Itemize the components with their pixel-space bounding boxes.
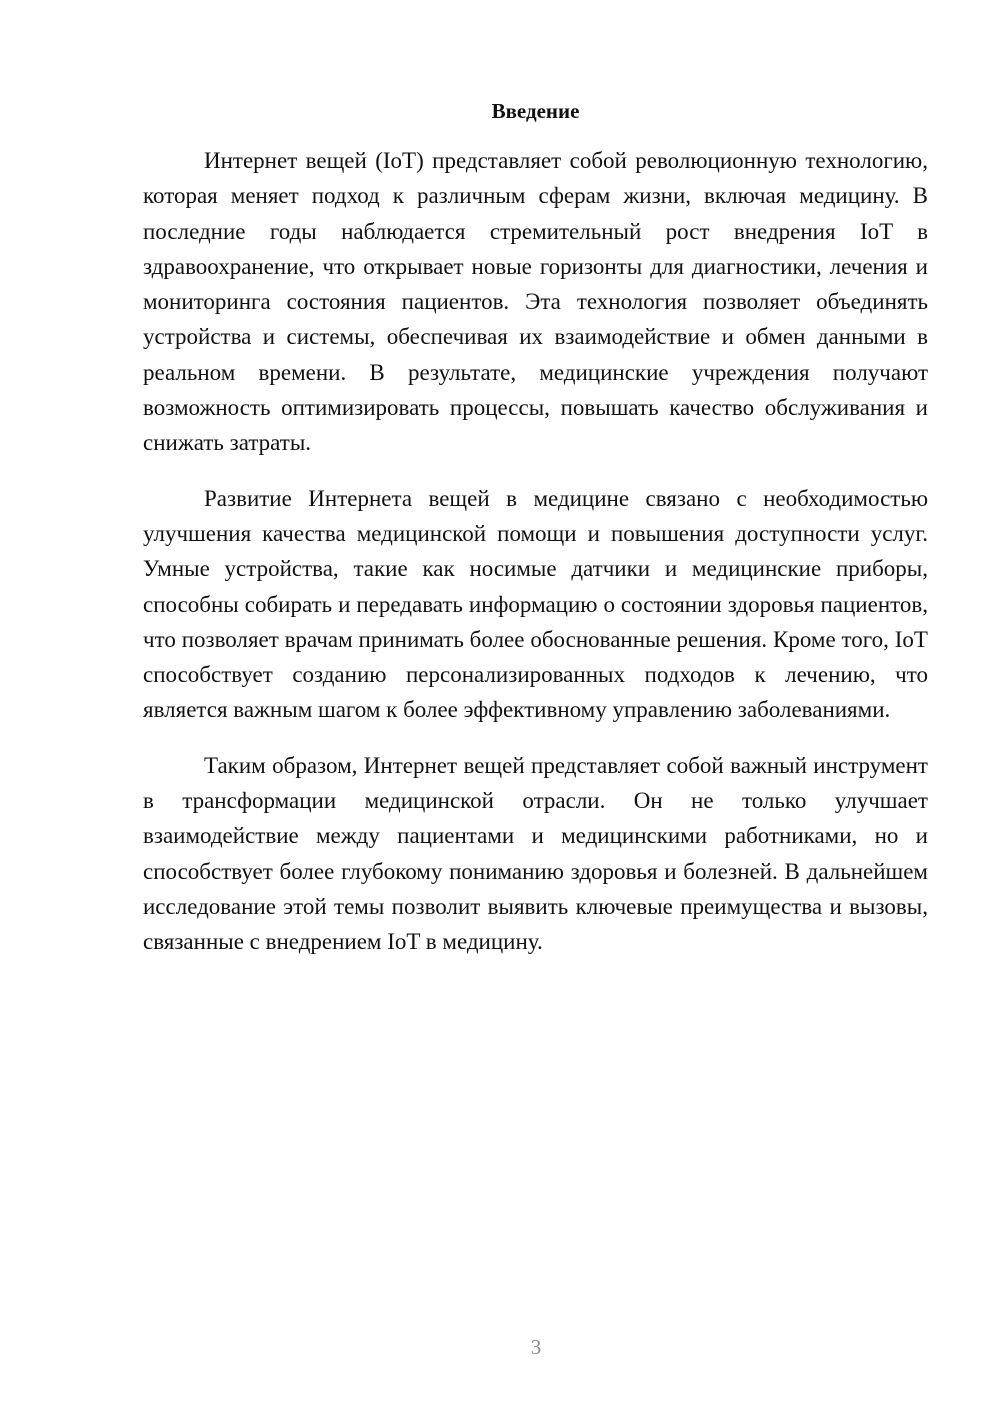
paragraph-2: Развитие Интернета вещей в медицине связано с необходимостью улучшения качества медицинской помощи и повышения доступности услуг. Умные устройства, такие как носимые датчики и медицинские приборы, способны собирать и передавать информацию о состоянии здоровья пациентов, что позволяет врачам принимать более обоснованные решения. Кроме того, IoT способствует созданию персонализированных подходов к лечению, что является важным шагом к более эффективному управлению заболеваниями. (143, 485, 928, 723)
body-text (143, 143, 928, 980)
paragraph-1: Интернет вещей (IoT) представляет собой революционную технологию, которая меняет подход к различным сферам жизни, включая медицину. В последние годы наблюдается стремительный рост внедрения IoT в здравоохранение, что открывает новые горизонты для диагностики, лечения и мониторинга состояния пациентов. Эта технология позволяет объединять устройства и системы, обеспечивая их взаимодействие и обмен данными в реальном времени. В результате, медицинские учреждения получают возможность оптимизировать процессы, повышать качество обслуживания и снижать затраты. (143, 148, 928, 456)
paragraph-3: Таким образом, Интернет вещей представляет собой важный инструмент в трансформации медицинской отрасли. Он не только улучшает взаимодействие между пациентами и медицинскими работниками, но и способствует более глубокому пониманию здоровья и болезней. В дальнейшем исследование этой темы позволит выявить ключевые преимущества и вызовы, связанные с внедрением IoT в медицину. (143, 752, 928, 955)
page-number: 3 (530, 1335, 542, 1359)
section-title: Введение (491, 99, 580, 123)
